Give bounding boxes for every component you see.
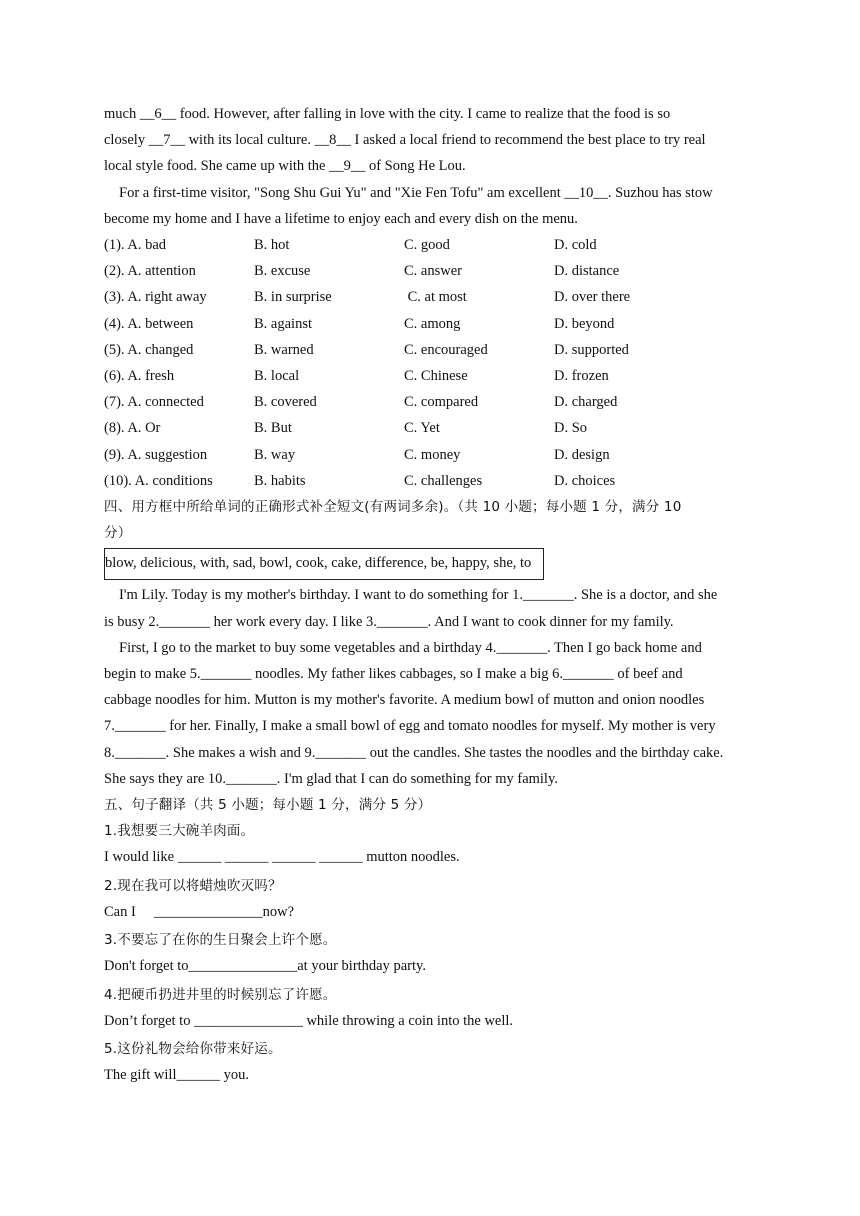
cloze-passage [104,101,764,232]
option-b: B. habits [254,472,306,489]
option-row [104,232,764,258]
option-row [104,389,764,415]
option-c: C. Chinese [404,368,468,385]
option-d: D. design [554,446,610,463]
passage-line: much __6__ food. However, after falling in love with the city. I came to realize that the food is so [104,106,671,122]
option-c: C. compared [404,394,479,411]
option-a: (1). A. bad [104,237,167,254]
option-a: (2). A. attention [104,263,196,280]
option-d: D. charged [554,394,618,411]
option-d: D. supported [554,341,629,358]
option-row [104,311,764,337]
section-heading-cont: 分） [104,525,132,542]
word-box-wrap [104,546,764,582]
translation-answer: Don't forget to_______________at your birthday party. [104,958,426,975]
option-a: (6). A. fresh [104,368,175,385]
option-d: D. distance [554,263,620,280]
option-b: B. But [254,420,292,437]
option-c: C. Yet [404,420,440,437]
translation-prompt: 5.这份礼物会给你带来好运。 [104,1040,282,1057]
option-d: D. cold [554,237,597,254]
translation-answer: Don’t forget to _______________ while throwing a coin into the well. [104,1012,514,1029]
passage-line: is busy 2._______ her work every day. I like 3._______. And I want to cook dinner for my family. [104,613,674,630]
option-row [104,363,764,389]
option-c: C. good [404,237,450,254]
word-box: blow, delicious, with, sad, bowl, cook, cake, difference, be, happy, she, to [104,548,544,580]
option-b: B. against [254,315,312,332]
options-list [104,232,764,494]
section-heading: 五、句子翻译（共 5 小题；每小题 1 分，满分 5 分） [104,797,432,814]
section-heading: 四、用方框中所给单词的正确形式补全短文(有两词多余)。（共 10 小题；每小题 1 分，满分 10 [104,499,682,516]
translation-answer: The gift will______ you. [104,1067,249,1084]
option-d: D. choices [554,472,616,489]
translation-prompt: 3.不要忘了在你的生日聚会上许个愿。 [104,932,337,949]
option-a: (10). A. conditions [104,472,213,489]
option-d: D. So [554,420,588,437]
translation-answer: Can I _______________now? [104,903,295,920]
document-page [104,101,764,1088]
passage-line: 8._______. She makes a wish and 9._______ out the candles. She tastes the noodles and the birthday cake. [104,744,724,761]
translation-prompt: 4.把硬币扔进井里的时候别忘了许愿。 [104,986,337,1003]
section-four [104,494,764,792]
option-row [104,284,764,310]
passage-line: First, I go to the market to buy some vegetables and a birthday 4._______. Then I go back home and [119,639,702,656]
passage-line: cabbage noodles for him. Mutton is my mother's favorite. A medium bowl of mutton and onion noodles [104,692,705,709]
option-a: (4). A. between [104,315,194,332]
option-c: C. encouraged [404,341,488,358]
translation-answer: I would like ______ ______ ______ ______ mutton noodles. [104,849,460,866]
option-row [104,468,764,494]
option-a: (3). A. right away [104,289,207,306]
option-a: (5). A. changed [104,341,194,358]
option-a: (8). A. Or [104,420,161,437]
option-b: B. excuse [254,263,311,280]
option-c: C. among [404,315,461,332]
option-b: B. covered [254,394,317,411]
option-b: B. in surprise [254,289,332,306]
passage-line: She says they are 10._______. I'm glad that I can do something for my family. [104,770,558,787]
passage-line: I'm Lily. Today is my mother's birthday. I want to do something for 1._______. She is a doctor, and she [119,587,718,604]
passage-line: 7._______ for her. Finally, I make a small bowl of egg and tomato noodles for myself. My mother is very [104,718,716,735]
passage-line: closely __7__ with its local culture. __8__ I asked a local friend to recommend the best place to try real [104,132,706,149]
option-b: B. hot [254,237,290,254]
passage-line: local style food. She came up with the __9__ of Song He Lou. [104,158,466,175]
option-d: D. frozen [554,368,609,385]
passage-line: For a first-time visitor, "Song Shu Gui Yu" and "Xie Fen Tofu" am excellent __10__. Suzhou has stow [119,184,713,201]
option-c: C. at most [404,289,467,306]
option-row [104,415,764,441]
option-row [104,258,764,284]
option-row [104,337,764,363]
option-c: C. challenges [404,472,483,489]
option-row [104,442,764,468]
option-c: C. answer [404,263,462,280]
option-c: C. money [404,446,461,463]
option-d: D. beyond [554,315,615,332]
option-d: D. over there [554,289,631,306]
option-b: B. local [254,368,300,385]
option-b: B. way [254,446,296,463]
option-a: (7). A. connected [104,394,204,411]
passage-line: begin to make 5._______ noodles. My father likes cabbages, so I make a big 6._______ of beef and [104,666,683,683]
option-a: (9). A. suggestion [104,446,208,463]
translation-prompt: 2.现在我可以将蜡烛吹灭吗？ [104,877,282,894]
option-b: B. warned [254,341,314,358]
translation-prompt: 1.我想要三大碗羊肉面。 [104,823,255,840]
section-five [104,792,764,1088]
passage-line: become my home and I have a lifetime to enjoy each and every dish on the menu. [104,210,578,227]
